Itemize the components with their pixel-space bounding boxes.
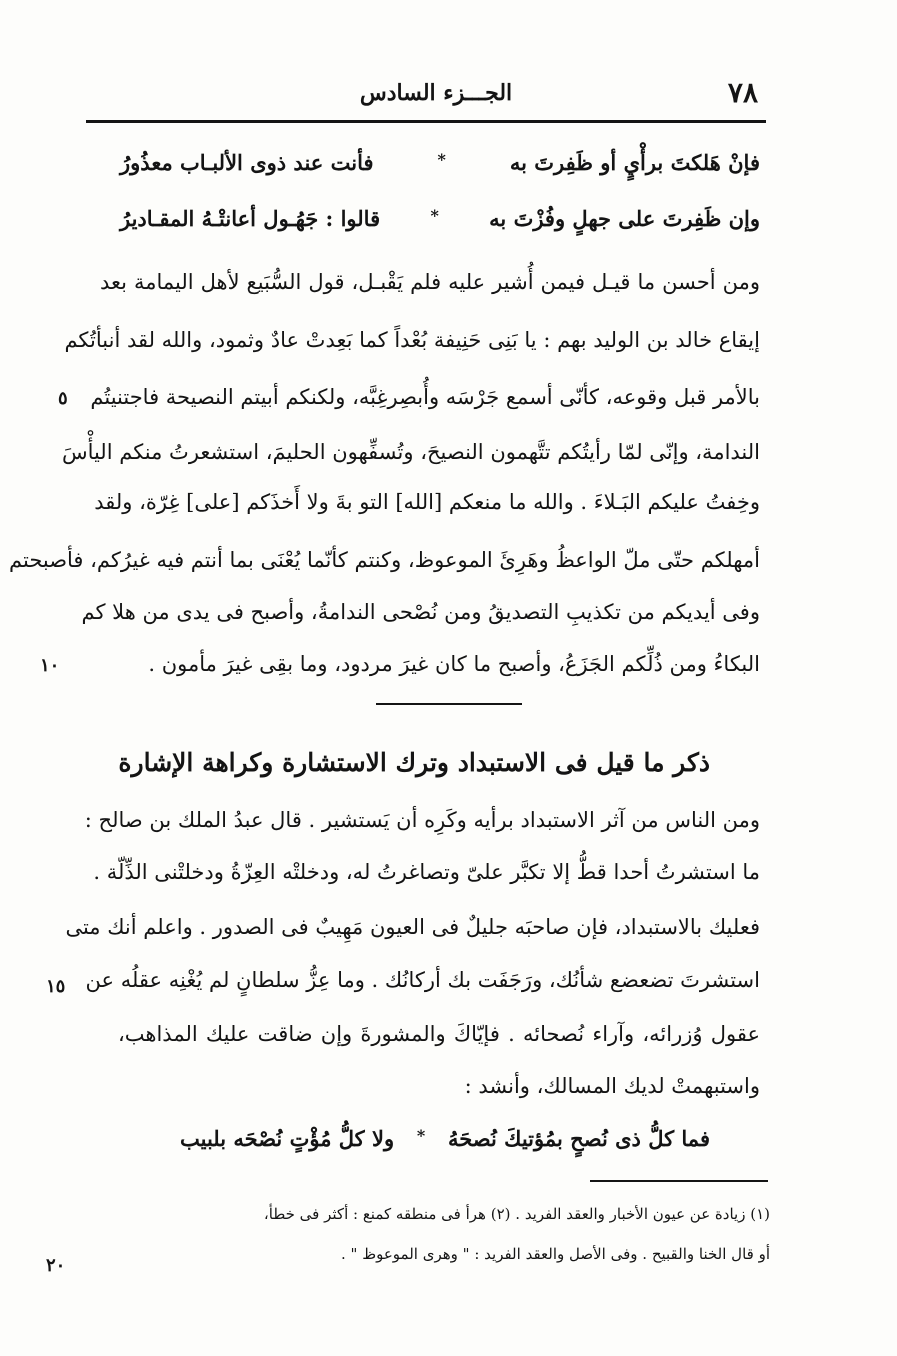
line-number: ١٠ xyxy=(40,655,60,676)
verse-separator: * xyxy=(437,150,446,169)
verse-left-hemistich: قالوا : جَهُـول أعانتْـهُ المقـاديرُ xyxy=(120,206,381,231)
paragraph2-line: فعليك بالاستبداد، فإن صاحبَه جليلٌ فى العيون مَهِيبٌ فى الصدور . واعلم أنك متى xyxy=(65,915,760,939)
verse-line-1 xyxy=(120,150,760,175)
paragraph1-line: إيقاع خالد بن الوليد بهم : يا بَنِى حَنِيفة بُعْداً كما بَعِدتْ عادٌ وثمود، والله لقد أنبأتُكم xyxy=(64,328,760,352)
paragraph2-line: عقول وُزرائه، وآراء نُصحائه . فإيّاكَ والمشورةَ وإن ضاقت عليك المذاهب، xyxy=(118,1022,760,1046)
paragraph1-line: وخِفتُ عليكم البَـلاءَ . والله ما منعكم [الله] التو بةَ ولا أَخذَكم [على] غِرّة، ولقد xyxy=(94,490,760,514)
paragraph1-line: البكاءُ ومن ذُلِّكم الجَزَعُ، وأصبح ما كان غيرَ مردود، وما بقِى غيرَ مأمون . xyxy=(148,652,760,676)
paragraph1-line: بالأمر قبل وقوعه، كأنّى أسمع جَرْسَه وأُبصِرغِبَّه، ولكنكم أبيتم النصيحة فاجتنيتُم xyxy=(90,385,760,409)
line-number: ١٥ xyxy=(46,976,66,997)
line-number: ٢٠ xyxy=(46,1255,66,1276)
paragraph2-line: ما استشرتُ أحدا قطُّ إلا تكبَّر علىّ وتصاغرتُ له، ودخلتْه العِزّةُ ودخلتْنى الذِّلّة . xyxy=(93,860,760,884)
footnote-line: أو قال الخنا والقبيح . وفى الأصل والعقد الفريد : " وهرى الموعوظ " . xyxy=(341,1245,770,1263)
verse-left-hemistich: ولا كلُّ مُؤْتٍ نُصْحَه بلبيب xyxy=(180,1126,395,1151)
verse-separator: * xyxy=(416,1126,426,1145)
line-number: ٥ xyxy=(58,388,68,409)
paragraph1-line: وفى أيديكم من تكذيبِ التصديقُ ومن نُصْحى الندامةُ، وأصبح فى يدى من هلا كم xyxy=(81,600,760,624)
section-divider xyxy=(376,703,522,705)
page-header xyxy=(86,72,766,118)
verse-right-hemistich: فإنْ هَلكتَ برأْيٍ أو ظَفِرتَ به xyxy=(509,150,760,175)
paragraph1-line: الندامة، وإنّى لمّا رأيتُكم تتَّهمون النصيحَ، وتُسفِّهون الحليمَ، استشعرتُ منكم اليأْسَ xyxy=(61,440,760,464)
paragraph2-line: ومن الناس من آثر الاستبداد برأيه وكَرِه أن يَستشير . قال عبدُ الملك بن صالح : xyxy=(84,808,760,832)
paragraph1-line: ومن أحسن ما قيـل فيمن أُشير عليه فلم يَقْبـل، قول السُّبَيع لأهل اليمامة بعد xyxy=(100,270,760,294)
verse-line-2 xyxy=(120,206,760,231)
page-number: ٧٨ xyxy=(727,76,758,109)
section-title: ذكر ما قيل فى الاستبداد وترك الاستشارة وكراهة الإشارة xyxy=(118,748,710,777)
footnote-rule xyxy=(590,1180,768,1182)
running-head: الجـــزء السادس xyxy=(359,80,513,106)
verse-line-3 xyxy=(180,1126,710,1151)
verse-right-hemistich: فما كلُّ ذى نُصحٍ بمُؤتيكَ نُصحَهُ xyxy=(447,1126,710,1151)
paragraph2-line: استشرتَ تضعضع شأنُك، ورَجَفَت بك أركانُك . وما عِزُّ سلطانٍ لم يُغْنِه عقلُه عن xyxy=(85,968,760,992)
verse-right-hemistich: وإن ظَفِرتَ على جهلٍ وفُزْتَ به xyxy=(489,206,760,231)
verse-left-hemistich: فأنت عند ذوى الألبـاب معذُورُ xyxy=(120,150,374,175)
footnote-line: (١) زيادة عن عيون الأخبار والعقد الفريد . (٢) هرأ فى منطقه كمنع : أكثر فى خطأ، xyxy=(263,1205,770,1223)
paragraph1-line: أمهلكم حتّى ملّ الواعظُ وهَرِئَ الموعوظ، وكنتم كأنّما يُعْنَى بما أنتم فيه غيرُكم، فأصبحتم xyxy=(9,548,760,572)
header-rule xyxy=(86,120,766,123)
paragraph2-line: واستبهمتْ لديك المسالك، وأنشد : xyxy=(464,1074,760,1098)
verse-separator: * xyxy=(430,206,439,225)
